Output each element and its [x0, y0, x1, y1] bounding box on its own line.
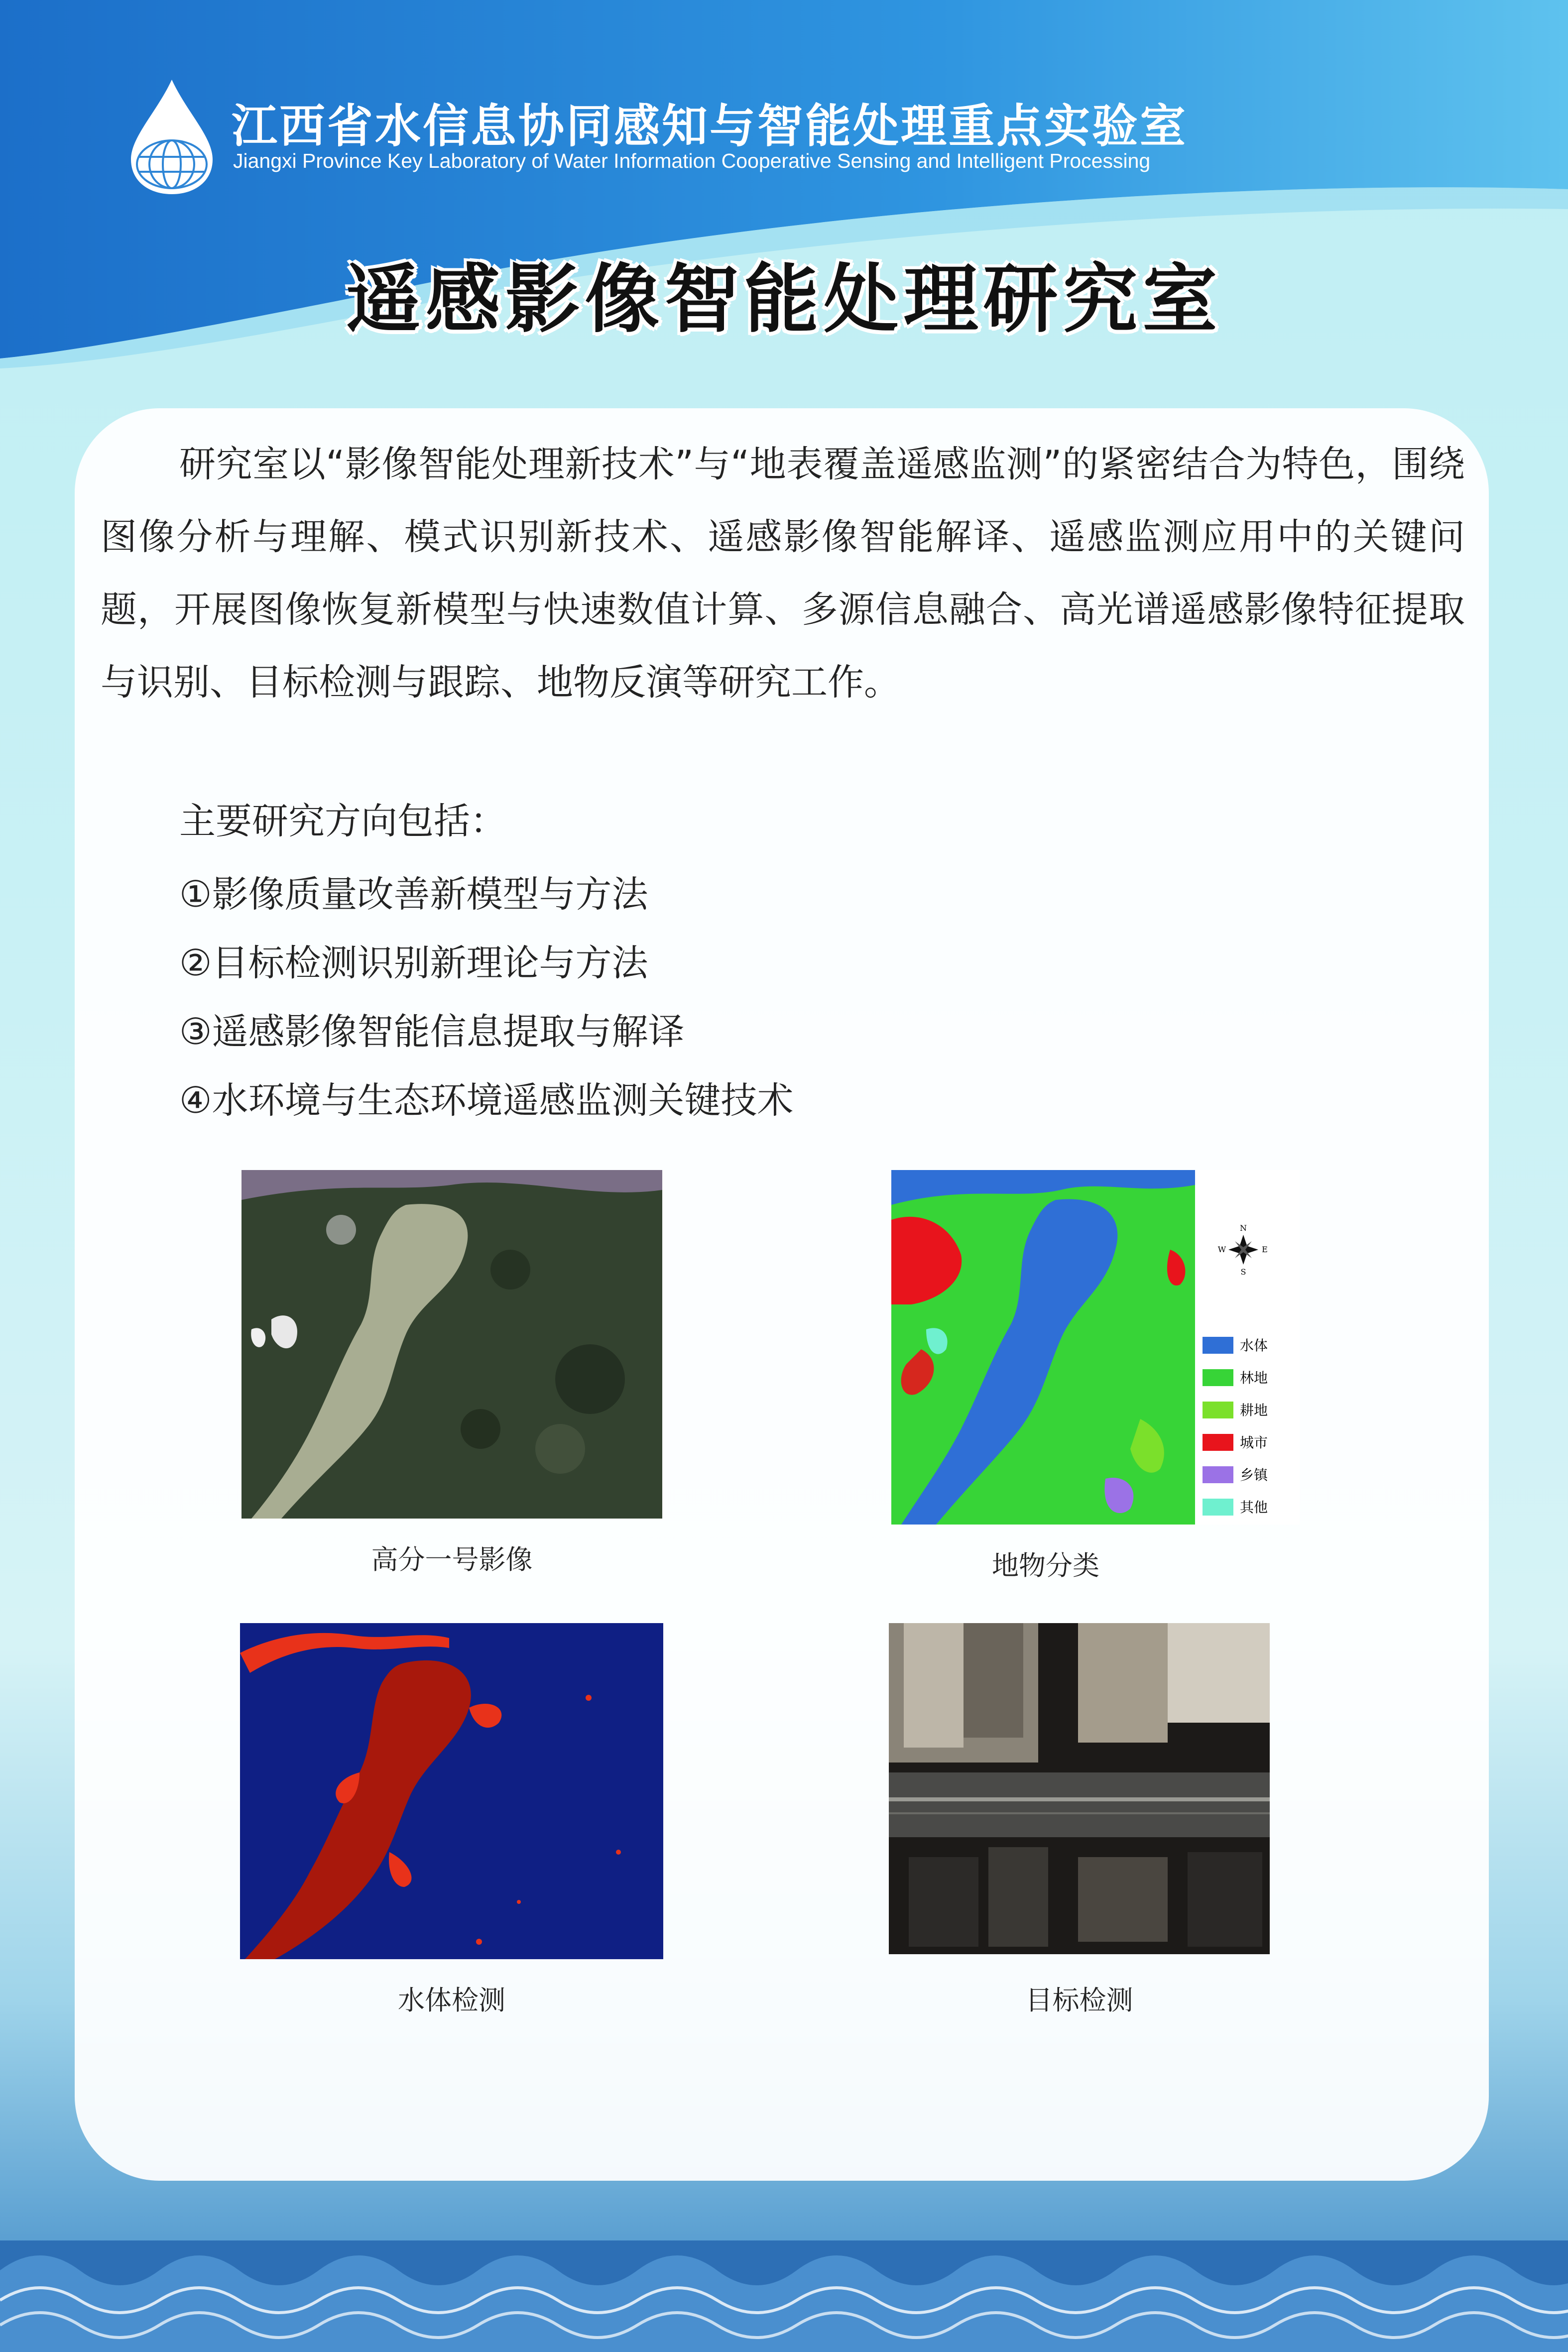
compass-e: E	[1262, 1245, 1268, 1254]
lab-name-en: Jiangxi Province Key Laboratory of Water Information Cooperative Sensing and Intelligent Processing	[233, 149, 1151, 172]
legend-swatch-water	[1203, 1337, 1233, 1354]
wave-pattern-footer	[0, 2240, 1568, 2352]
figure-water	[240, 1623, 663, 2016]
water-detection-image	[240, 1623, 663, 1959]
compass-s: S	[1240, 1267, 1246, 1277]
legend-label-forest: 林地	[1240, 1370, 1268, 1386]
caption-target: 目标检测	[1025, 1985, 1133, 2016]
caption-classification: 地物分类	[992, 1550, 1099, 1581]
directions-heading: 主要研究方向包括：	[179, 800, 506, 842]
legend-swatch-forest	[1203, 1369, 1233, 1386]
legend-swatch-city	[1203, 1434, 1233, 1451]
legend-label-farmland: 耕地	[1240, 1402, 1268, 1418]
intro-paragraph: 研究室以“影像智能处理新技术”与“地表覆盖遥感监测”的紧密结合为特色，围绕图像分析与理解、模式识别新技术、遥感影像智能解译、遥感监测应用中的关键问题，开展图像恢复新模型与快速数值计算、多源信息融合、高光谱遥感影像特征提取与识别、目标检测与跟踪、地物反演等研究工作。	[101, 443, 1465, 704]
legend-label-town: 乡镇	[1240, 1467, 1268, 1483]
caption-water: 水体检测	[398, 1985, 505, 2016]
direction-item: ②目标检测识别新理论与方法	[179, 942, 648, 984]
direction-item: ①影像质量改善新模型与方法	[179, 873, 648, 916]
legend-swatch-town	[1203, 1466, 1233, 1483]
figure-target	[889, 1623, 1270, 2016]
directions-list	[179, 860, 793, 1135]
caption-gf1: 高分一号影像	[371, 1544, 533, 1575]
target-detection-image	[889, 1623, 1270, 1954]
gf1-satellite-image	[241, 1170, 662, 1519]
content-panel	[75, 408, 1489, 2181]
direction-item: ③遥感影像智能信息提取与解译	[179, 1011, 685, 1053]
legend-swatch-farmland	[1203, 1402, 1233, 1418]
legend-label-other: 其他	[1240, 1499, 1268, 1516]
page-title: 遥感影像智能处理研究室	[346, 256, 1222, 343]
lab-logo	[127, 77, 217, 197]
figure-gf1	[241, 1170, 662, 1575]
legend-label-water: 水体	[1240, 1337, 1268, 1354]
legend-label-city: 城市	[1240, 1434, 1268, 1451]
classification-map	[891, 1170, 1300, 1525]
direction-item: ④水环境与生态环境遥感监测关键技术	[179, 1079, 794, 1122]
compass-n: N	[1240, 1223, 1247, 1233]
compass-w: W	[1217, 1245, 1226, 1254]
figure-classification	[891, 1170, 1300, 1581]
lab-name-cn: 江西省水信息协同感知与智能处理重点实验室	[232, 100, 1188, 153]
legend-swatch-other	[1203, 1499, 1233, 1516]
